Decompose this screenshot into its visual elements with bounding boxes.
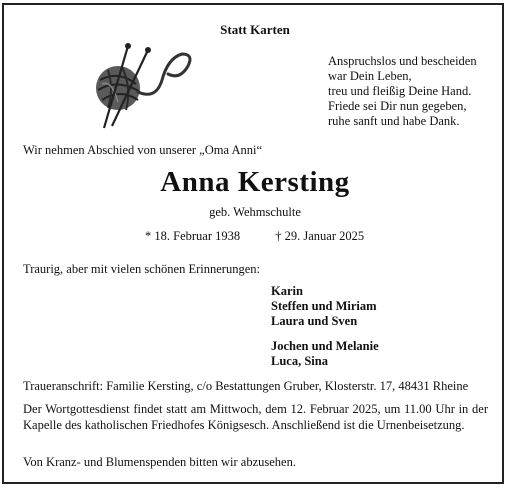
header-title: Statt Karten bbox=[220, 22, 290, 37]
poem-line: treu und fleißig Deine Hand. bbox=[328, 84, 472, 98]
yarn-ball-knitting-needles-icon bbox=[78, 40, 196, 130]
mourner-name: Luca, Sina bbox=[271, 354, 328, 368]
mourning-line: Traurig, aber mit vielen schönen Erinnerungen: bbox=[23, 262, 260, 276]
birth-name: geb. Wehmschulte bbox=[209, 205, 301, 219]
poem-line: ruhe sanft und habe Dank. bbox=[328, 114, 460, 128]
mourners-group-1 bbox=[271, 284, 377, 329]
donations-note: Von Kranz- und Blumenspenden bitten wir abzusehen. bbox=[23, 455, 296, 469]
mourner-name: Karin bbox=[271, 284, 303, 298]
poem-line: war Dein Leben, bbox=[328, 69, 412, 83]
poem-line: Friede sei Dir nun gegeben, bbox=[328, 99, 467, 113]
poem bbox=[328, 54, 477, 129]
mourner-name: Jochen und Melanie bbox=[271, 339, 379, 353]
deceased-name: Anna Kersting bbox=[160, 166, 350, 198]
life-dates bbox=[145, 229, 364, 244]
intro-text: Wir nehmen Abschied von unserer „Oma Anni“ bbox=[23, 143, 263, 157]
mourners-group-2 bbox=[271, 339, 379, 369]
poem-line: Anspruchslos und bescheiden bbox=[328, 54, 477, 68]
mourning-address: Traueranschrift: Familie Kersting, c/o Bestattungen Gruber, Klosterstr. 17, 48431 Rheine bbox=[23, 379, 469, 393]
mourner-name: Steffen und Miriam bbox=[271, 299, 377, 313]
service-info: Der Wortgottesdienst findet statt am Mittwoch, dem 12. Februar 2025, um 11.00 Uhr in der Kapelle des katholischen Friedhofes Königsesch. Anschließend ist die Urnenbeisetzung. bbox=[23, 402, 488, 432]
death-date: † 29. Januar 2025 bbox=[275, 229, 365, 243]
birth-date: * 18. Februar 1938 bbox=[145, 229, 241, 243]
mourner-name: Laura und Sven bbox=[271, 314, 358, 328]
